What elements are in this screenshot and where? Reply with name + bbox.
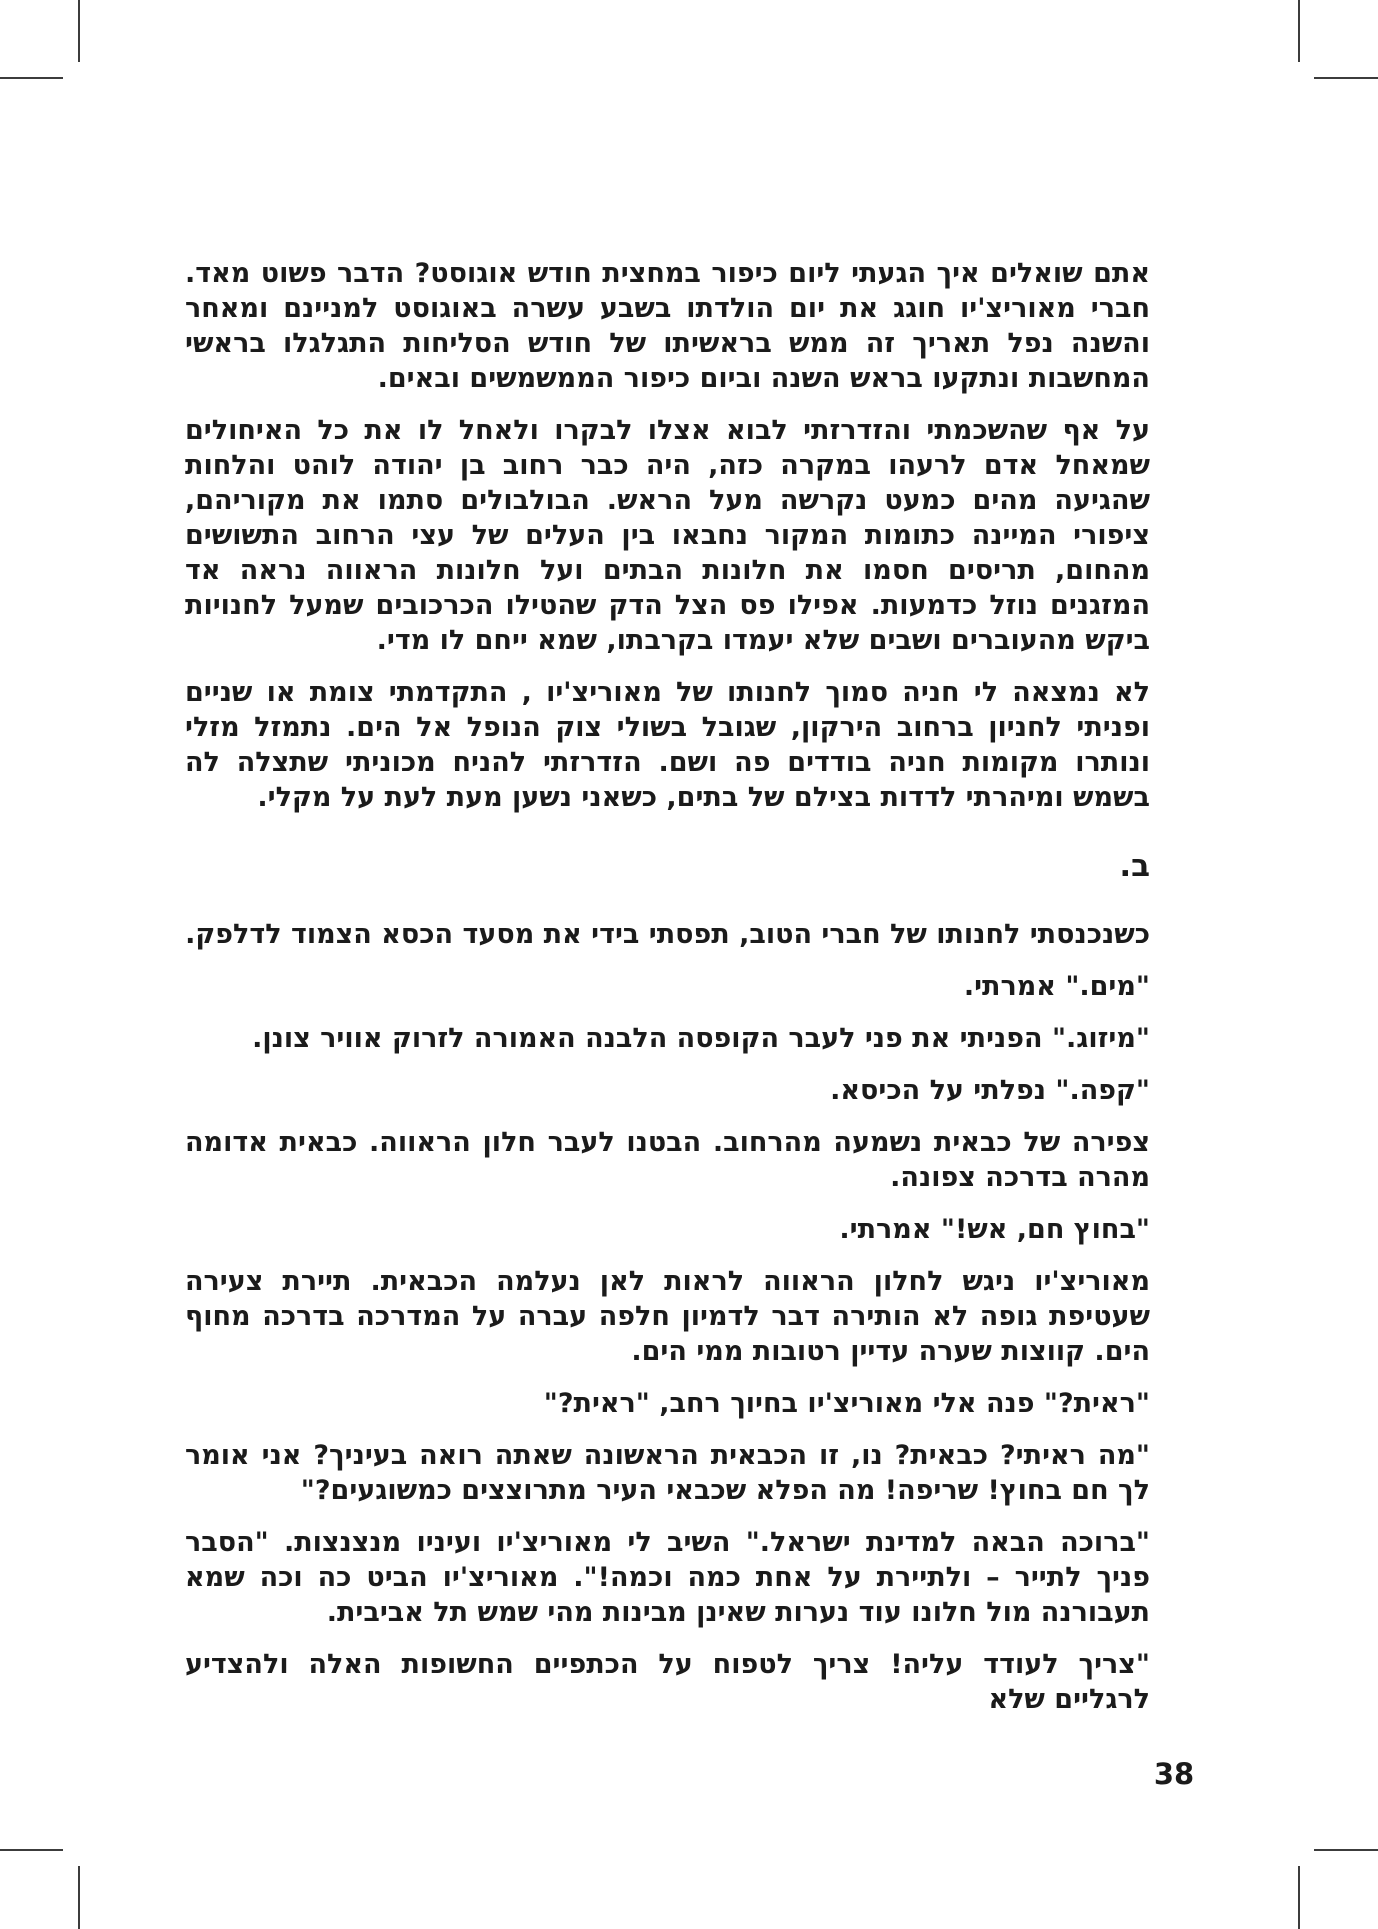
crop-mark-bottom-right-vertical (1298, 1866, 1300, 1929)
dialogue-line: "קפה." נפלתי על הכיסא. (830, 1075, 1150, 1106)
dialogue-line: "צריך לעודד עליה! צריך לטפוח על הכתפיים החשופות האלה ולהצדיע לרגליים שלא (185, 1649, 1150, 1715)
paragraph: מאוריצ'יו ניגש לחלון הראווה לראות לאן נעלמה הכבאית. תיירת צעירה שעטיפת גופה לא הותירה דבר לדמיון חלפה עברה על המדרכה בדרכה מחוף הים. קווצות שערה עדיין רטובות ממי הים. (185, 1266, 1150, 1367)
crop-mark-top-right-vertical (1298, 0, 1300, 62)
crop-mark-bottom-left-vertical (78, 1866, 80, 1929)
dialogue-line: "בחוץ חם, אש!" אמרתי. (839, 1214, 1150, 1245)
paragraph: אתם שואלים איך הגעתי ליום כיפור במחצית חודש אוגוסט? הדבר פשוט מאד. חברי מאוריצ'יו חוגג את יום הולדתו בשבע עשרה באוגוסט למניינם ומאחר והשנה נפל תאריך זה ממש בראשיתו של חודש הסליחות התגלגלו בראשי המחשבות ונתקעו בראש השנה וביום כיפור הממשמשים ובאים. (185, 258, 1150, 394)
body-text (185, 256, 1150, 1734)
paragraph: לא נמצאה לי חניה סמוך לחנותו של מאוריצ'יו , התקדמתי צומת או שניים ופניתי לחניון ברחוב הירקון, שגובל בשולי צוק הנופל אל הים. נתמזל מזלי ונותרו מקומות חניה בודדים פה ושם. הזדרזתי להניח מכוניתי שתצלה לה בשמש ומיהרתי לדדות בצילם של בתים, כשאני נשען מעת לעת על מקלי. (185, 677, 1150, 813)
paragraph: על אף שהשכמתי והזדרזתי לבוא אצלו לבקרו ולאחל לו את כל האיחולים שמאחל אדם לרעהו במקרה כזה, היה כבר רחוב בן יהודה לוהט והלחות שהגיעה מהים כמעט נקרשה מעל הראש. הבולבולים סתמו את מקוריהם, ציפורי המיינה כתומות המקור נחבאו בין העלים של עצי הרחוב התשושים מהחום, תריסים חסמו את חלונות הבתים ועל חלונות הראווה נראה אד המזגנים נוזל כדמעות. אפילו פס הצל הדק שהטילו הכרכובים שמעל לחנויות ביקש מהעוברים ושבים שלא יעמדו בקרבתו, שמא ייחם לו מדי. (185, 415, 1150, 656)
dialogue-line: "מה ראיתי? כבאית? נו, זו הכבאית הראשונה שאתה רואה בעיניך? אני אומר לך חם בחוץ! שריפה! מה הפלא שכבאי העיר מתרוצצים כמשוגעים?" (185, 1440, 1150, 1506)
dialogue-line: "מיזוג." הפניתי את פני לעבר הקופסה הלבנה האמורה לזרוק אוויר צונן. (252, 1023, 1150, 1054)
crop-mark-top-right-horizontal (1314, 77, 1378, 79)
paragraph: צפירה של כבאית נשמעה מהרחוב. הבטנו לעבר חלון הראווה. כבאית אדומה מהרה בדרכה צפונה. (185, 1127, 1150, 1193)
crop-mark-top-left-vertical (78, 0, 80, 62)
section-heading: ב. (1119, 848, 1150, 884)
crop-mark-top-left-horizontal (0, 77, 63, 79)
crop-mark-bottom-left-horizontal (0, 1849, 63, 1851)
dialogue-line: "ראית?" פנה אלי מאוריצ'יו בחיוך רחב, "ראית?" (543, 1388, 1150, 1419)
paragraph: כשנכנסתי לחנותו של חברי הטוב, תפסתי בידי את מסעד הכסא הצמוד לדלפק. (185, 919, 1150, 950)
crop-mark-bottom-right-horizontal (1314, 1849, 1378, 1851)
dialogue-line: "מים." אמרתי. (963, 971, 1150, 1002)
dialogue-line: "ברוכה הבאה למדינת ישראל." השיב לי מאוריצ'יו ועיניו מנצנצות. "הסבר פניך לתייר – ולתיירת על אחת כמה וכמה!". מאוריצ'יו הביט כה וכה שמא תעבורנה מול חלונו עוד נערות שאינן מבינות מהי שמש תל אביבית. (185, 1527, 1150, 1628)
page-number: 38 (1153, 1757, 1195, 1791)
